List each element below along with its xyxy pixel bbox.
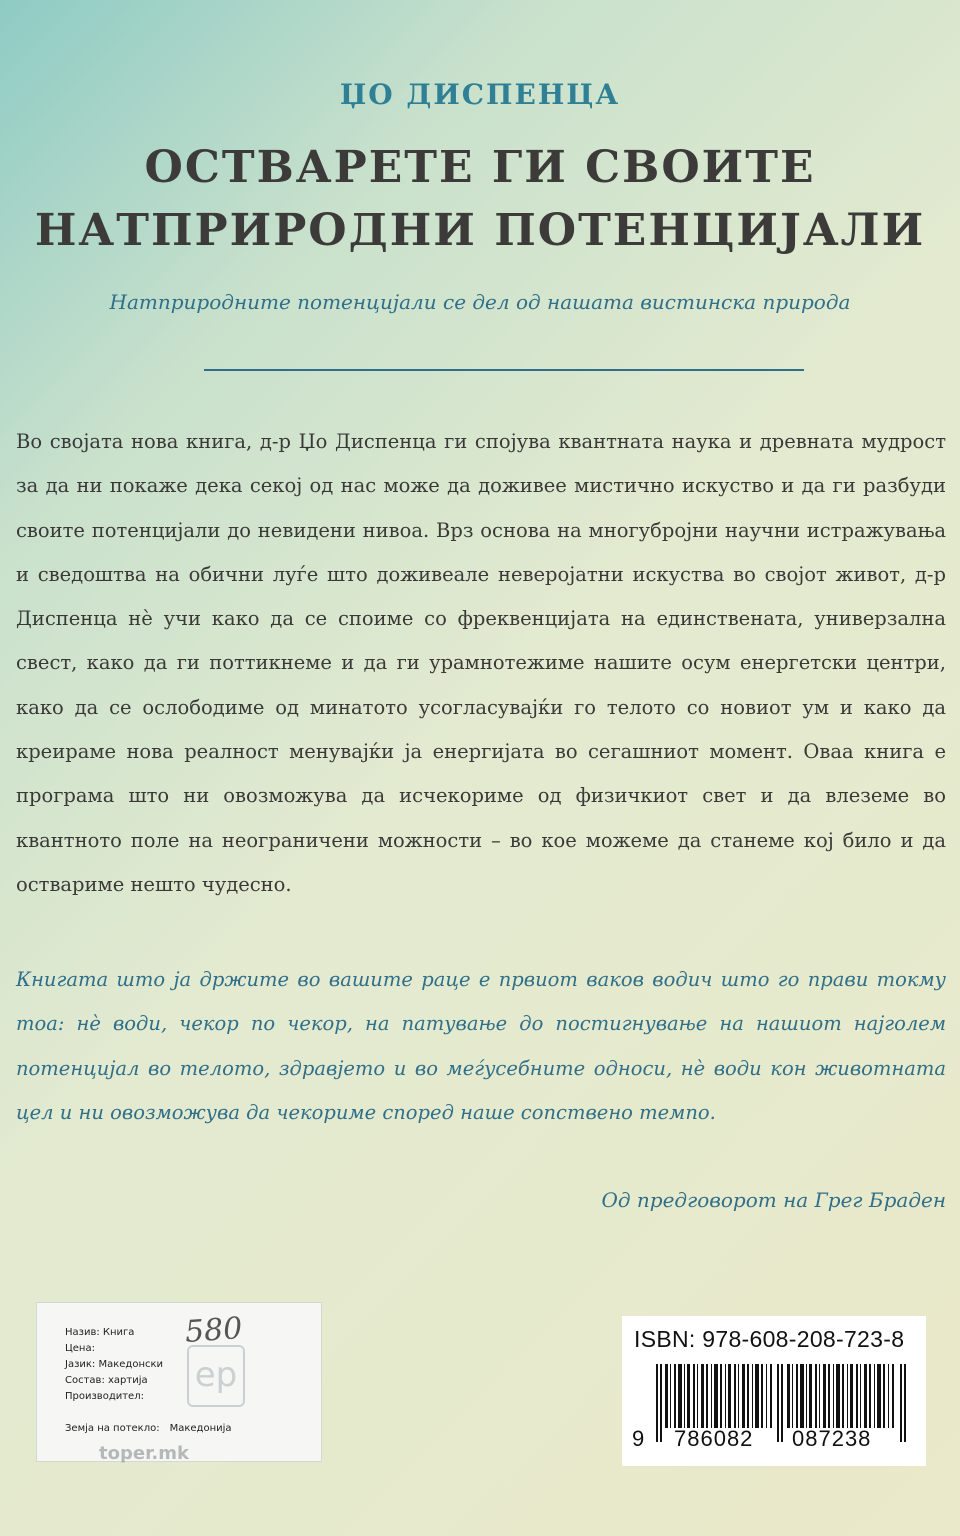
isbn-label: ISBN: 978-608-208-723-8	[634, 1326, 905, 1352]
book-title-line-1: ОСТВАРЕТЕ ГИ СВОИТЕ	[144, 142, 816, 193]
sticker-composition: Состав: хартија	[65, 1375, 148, 1386]
foreword-quote: Книгата што ја држите во вашите раце е првиот ваков водич што го прави токму тоа: нè води, чекор по чекор, на патување до постигнување на нашиот најголем потенцијал во телото, здравјето и во меѓусебните односи, нè води кон животната цел и ни овозможува да чекориме според наше сопствено темпо.	[16, 968, 946, 1124]
author-name: ЏО ДИСПЕНЦА	[339, 78, 621, 111]
book-title-line-2: НАТПРИРОДНИ ПОТЕНЦИЈАЛИ	[34, 205, 926, 256]
barcode-digit-first: 9	[632, 1426, 645, 1451]
store-site-text: toper.mk	[99, 1443, 189, 1464]
handwritten-price: 580	[183, 1311, 244, 1350]
sticker-origin	[65, 1423, 232, 1434]
price-sticker	[36, 1302, 322, 1462]
book-subtitle: Натприродните потенцијали се дел од нашата вистинска природа	[109, 290, 851, 314]
divider-rule	[204, 369, 804, 371]
sticker-producer: Производител:	[65, 1391, 144, 1402]
sticker-name: Назив: Книга	[65, 1327, 135, 1338]
sticker-language: Јазик: Македонски	[65, 1359, 164, 1370]
isbn-barcode-block	[622, 1316, 926, 1466]
sticker-origin-label: Земја на потекло:	[65, 1423, 160, 1434]
quote-source: Од предговорот на Грег Браден	[601, 1188, 946, 1212]
sticker-price: Цена:	[65, 1343, 95, 1354]
sticker-origin-value: Македонија	[169, 1423, 232, 1434]
store-logo-icon: ep	[187, 1345, 245, 1407]
description-paragraph: Во својата нова книга, д-р Џо Диспенца ги спојува квантната наука и древната мудрост за да ни покаже дека секој од нас може да доживее мистично искуство и да ги разбуди своите потенцијали до невидени нивоа. Врз основа на многубројни научни истражувања и сведоштва на обични луѓе што доживеале неверојатни искуства во својот живот, д-р Диспенца нè учи како да се споиме со фреквенцијата на единствената, универзална свест, како да ги поттикнеме и да ги урамнотежиме нашите осум енергетски центри, како да се ослободиме од минатото усогласувајќи го телото со новиот ум и како да креираме нова реалност менувајќи ја енергијата во сегашниот момент. Оваа книга е програма што ни овозможува да исчекориме од физичкиот свет и да влеземе во квантното поле на неограничени можности – во кое можеме да станеме кој било и да оствариме нешто чудесно.	[16, 430, 946, 896]
barcode-digits-right: 087238	[792, 1426, 872, 1451]
barcode-digits-left: 786082	[674, 1426, 754, 1451]
